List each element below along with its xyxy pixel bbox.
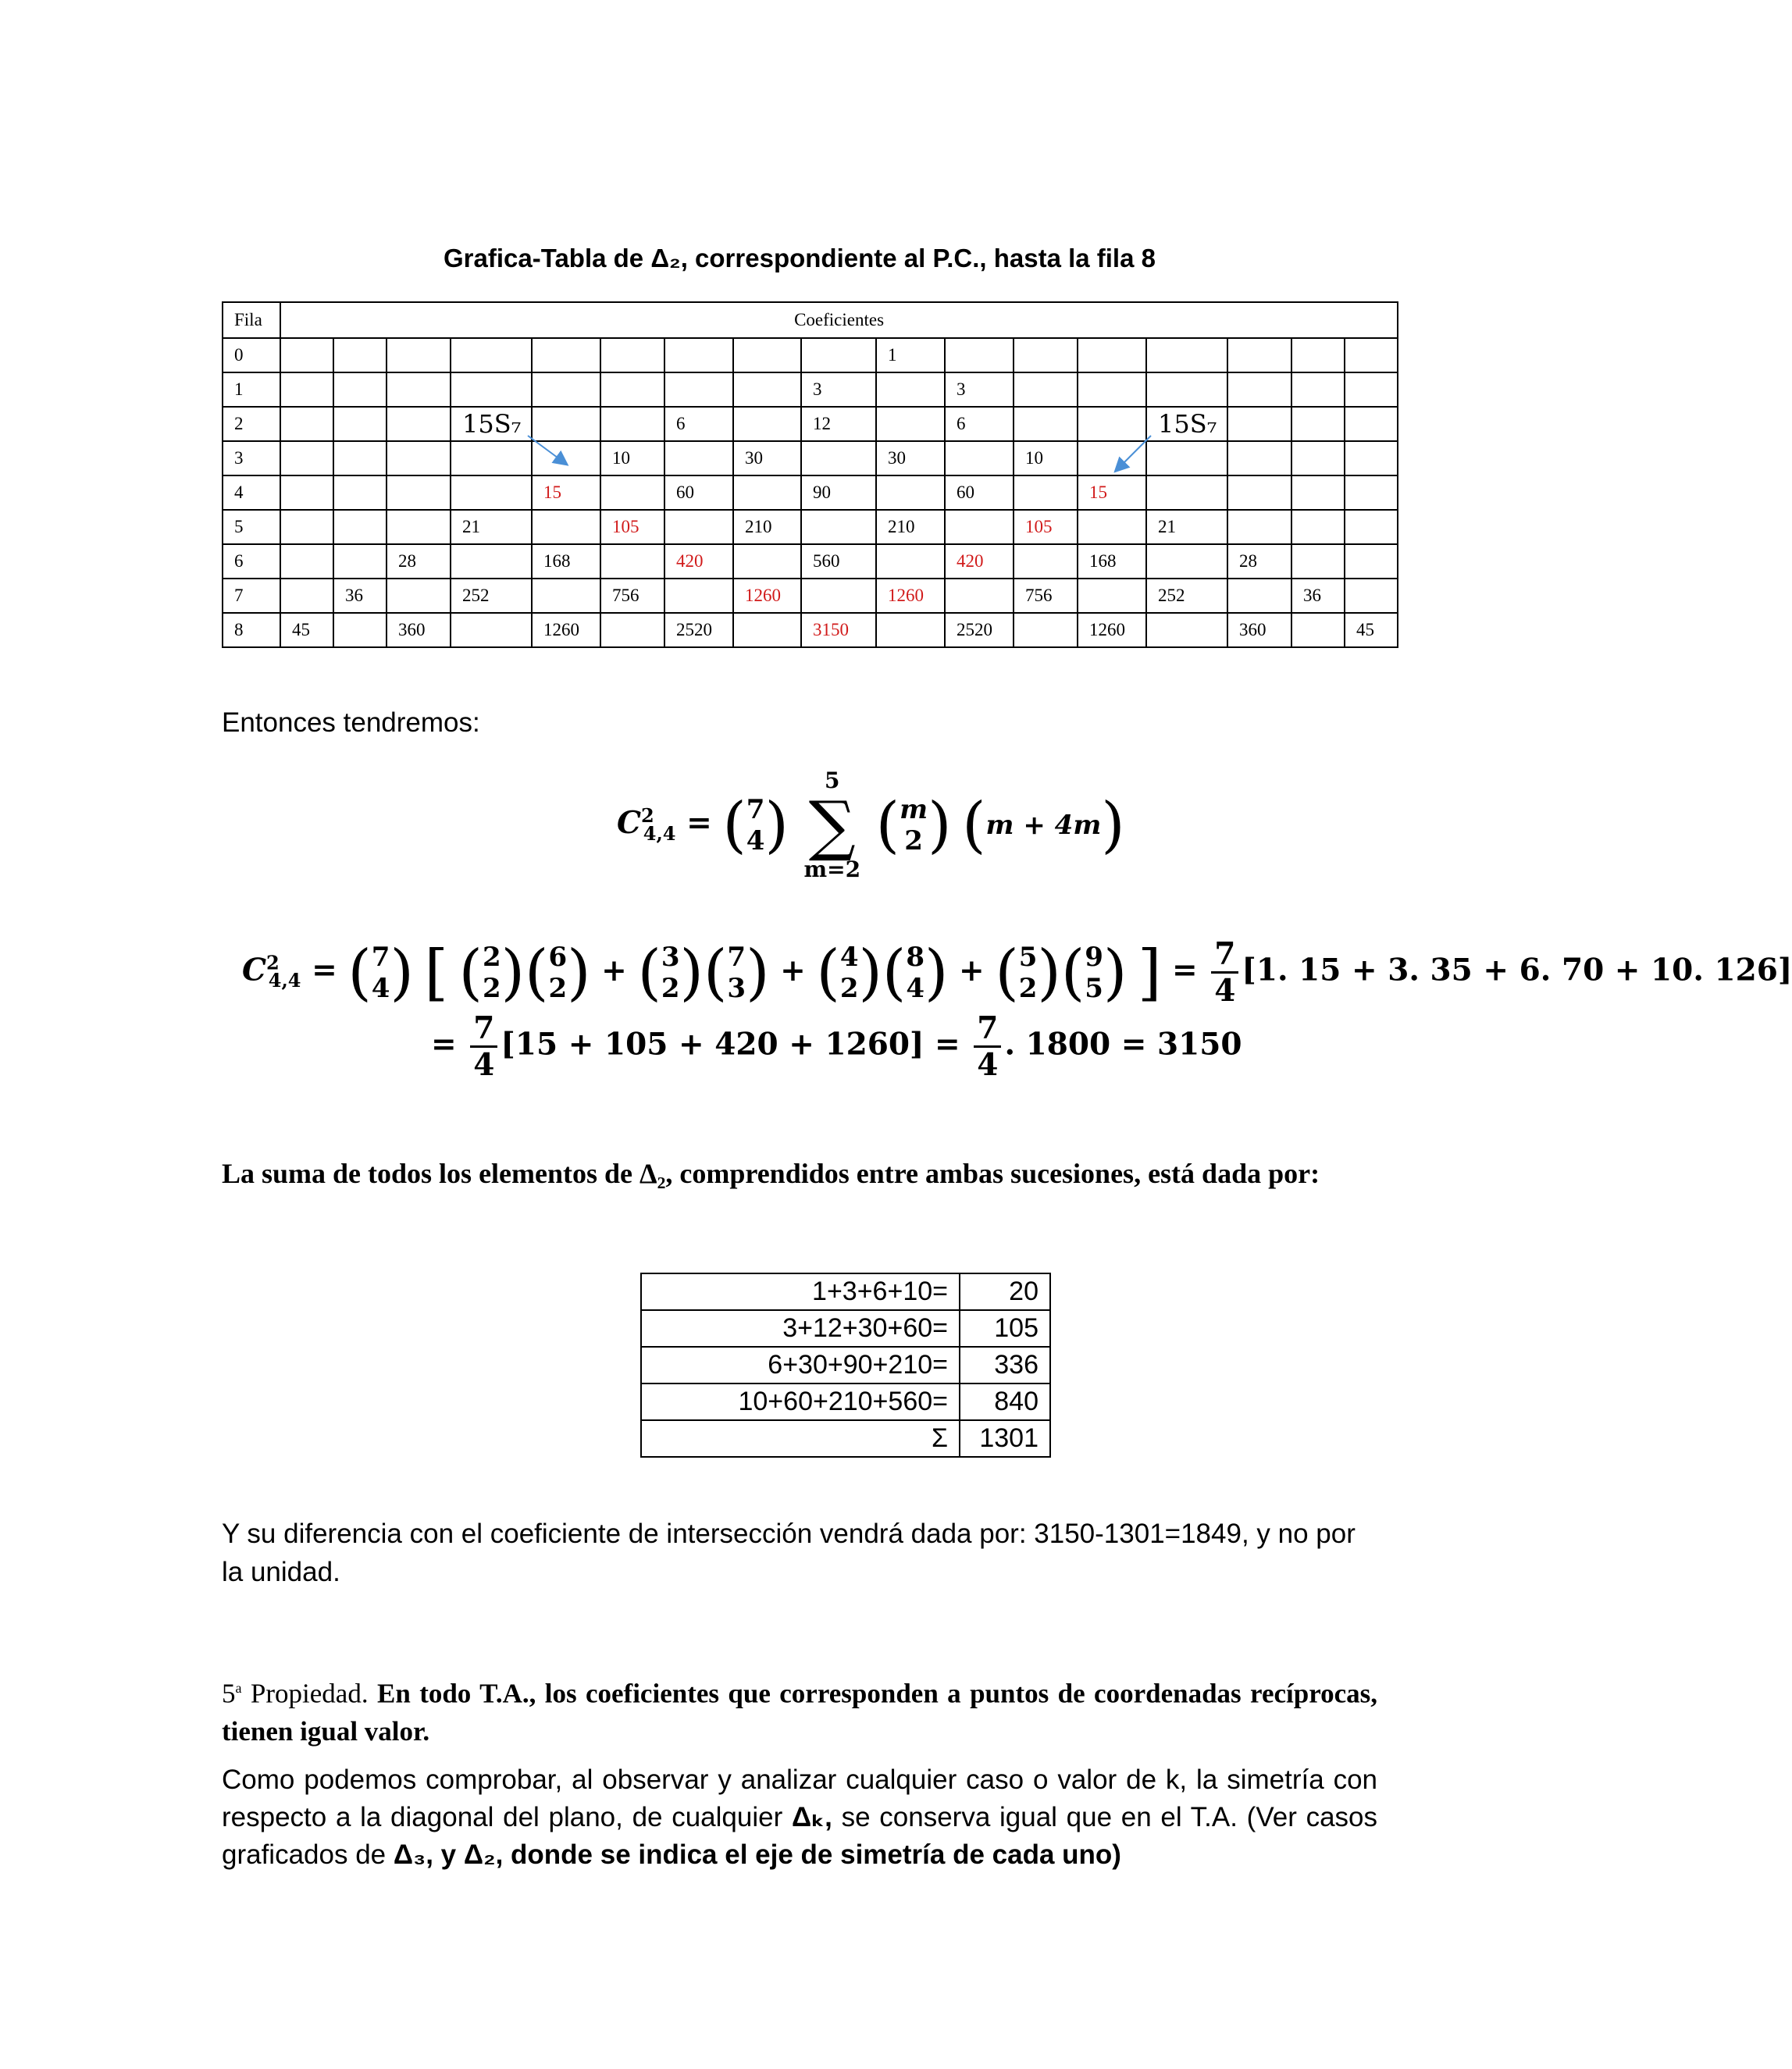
table-row — [223, 475, 1398, 510]
coef-cell — [1227, 372, 1291, 407]
coef-cell: 105 — [1014, 510, 1078, 544]
coef-cell — [333, 475, 387, 510]
coef-cell — [1014, 372, 1078, 407]
coef-cell — [801, 338, 876, 372]
binomial: (m 2 ) — [875, 790, 952, 860]
coef-cell — [945, 441, 1014, 475]
coef-cell: 90 — [801, 475, 876, 510]
coef-cell — [1078, 338, 1146, 372]
coef-cell — [1345, 372, 1398, 407]
table-row — [641, 1420, 1050, 1457]
coef-cell — [387, 338, 451, 372]
binomial: ( 7 3 ) — [703, 937, 770, 1008]
coef-cell — [664, 579, 733, 613]
coef-cell — [945, 579, 1014, 613]
coef-cell — [387, 441, 451, 475]
sum-value: 336 — [960, 1347, 1050, 1383]
coef-cell — [733, 475, 801, 510]
page-title: Grafica-Tabla de Δ₂, correspondiente al P.C., hasta la fila 8 — [444, 244, 1156, 272]
coef-cell — [1291, 544, 1345, 579]
fila-cell: 2 — [223, 407, 280, 441]
coef-cell: 30 — [876, 441, 945, 475]
coefficient-table — [222, 301, 1398, 648]
binomial: ( 9 5 ) — [1060, 937, 1128, 1008]
coef-cell — [333, 338, 387, 372]
binomial: ( 6 2 ) — [525, 937, 591, 1008]
coef-cell: 560 — [801, 544, 876, 579]
coef-cell — [876, 475, 945, 510]
sum-expression: 10+60+210+560= — [641, 1383, 960, 1420]
equation-2-line-2: = $\frac{7}{4}$ [15 + 105 + 420 + 1260] = $\frac{7}{4}$ . 1800 = 3150 — [431, 1010, 1242, 1083]
coef-cell — [387, 475, 451, 510]
coef-cell: 210 — [733, 510, 801, 544]
coef-cell: 28 — [387, 544, 451, 579]
fraction: $\frac{7}{4}$ — [1211, 937, 1238, 1008]
coef-cell — [1345, 338, 1398, 372]
coef-cell — [1291, 441, 1345, 475]
summation: 5 ∑ m=2 — [803, 767, 861, 882]
table-row — [641, 1310, 1050, 1347]
sum-expression: 1+3+6+10= — [641, 1273, 960, 1310]
coef-cell: 6 — [664, 407, 733, 441]
coef-cell: 756 — [600, 579, 664, 613]
table-row — [223, 544, 1398, 579]
coef-cell — [664, 510, 733, 544]
coef-cell — [733, 372, 801, 407]
binomial: ( 2 2 ) — [458, 937, 525, 1008]
coef-cell — [1146, 544, 1227, 579]
binomial: ( 3 2 ) — [637, 937, 704, 1008]
coef-cell — [532, 579, 600, 613]
coef-cell: 1260 — [1078, 613, 1146, 647]
coef-cell: 60 — [945, 475, 1014, 510]
coef-cell — [1146, 338, 1227, 372]
coef-cell: 15S₇ — [451, 407, 532, 441]
coef-cell — [1227, 475, 1291, 510]
table-row — [223, 613, 1398, 647]
coef-cell: 1260 — [876, 579, 945, 613]
coef-cell — [333, 407, 387, 441]
sum-value: 1301 — [960, 1420, 1050, 1457]
coef-cell — [1227, 441, 1291, 475]
coef-cell — [733, 338, 801, 372]
sum-expression: Σ — [641, 1420, 960, 1457]
coef-cell — [280, 338, 333, 372]
fila-cell: 3 — [223, 441, 280, 475]
coef-cell: 168 — [1078, 544, 1146, 579]
coef-cell — [664, 338, 733, 372]
coef-cell: 45 — [1345, 613, 1398, 647]
fraction: $\frac{7}{4}$ — [974, 1011, 1001, 1082]
coef-cell — [1345, 407, 1398, 441]
table-row — [641, 1347, 1050, 1383]
table-row — [223, 441, 1398, 475]
coef-cell: 420 — [945, 544, 1014, 579]
coef-cell — [1291, 372, 1345, 407]
coef-cell — [280, 407, 333, 441]
coef-cell — [876, 544, 945, 579]
coef-cell: 21 — [1146, 510, 1227, 544]
coef-cell: 36 — [333, 579, 387, 613]
coef-cell — [1345, 510, 1398, 544]
coef-cell — [333, 613, 387, 647]
coef-cell — [387, 372, 451, 407]
coef-cell — [1146, 441, 1227, 475]
coef-cell — [280, 579, 333, 613]
coef-cell: 3150 — [801, 613, 876, 647]
table-row — [641, 1273, 1050, 1310]
equation-1: $C^2_{4,4}$ = ( 7 4 ) 5 ∑ m=2 (m 2 ) (m + 4m) — [617, 767, 1125, 882]
fila-cell: 6 — [223, 544, 280, 579]
coef-cell — [1078, 579, 1146, 613]
coef-cell — [664, 441, 733, 475]
coef-cell: 1260 — [733, 579, 801, 613]
coef-cell — [600, 338, 664, 372]
coef-cell: 3 — [945, 372, 1014, 407]
table-row — [223, 338, 1398, 372]
coef-cell — [801, 510, 876, 544]
coef-cell: 30 — [733, 441, 801, 475]
table-row — [223, 372, 1398, 407]
coef-cell — [945, 510, 1014, 544]
coef-cell — [600, 475, 664, 510]
coef-cell — [532, 510, 600, 544]
coef-cell — [280, 372, 333, 407]
coef-cell — [1146, 372, 1227, 407]
coef-cell — [945, 338, 1014, 372]
final-paragraph: Como podemos comprobar, al observar y analizar cualquier caso o valor de k, la simetría con respecto a la diagonal del plano, de cualquier Δₖ, se conserva igual que en el T.A. (Ver casos graficados de Δ₃, y Δ₂, donde se indica el eje de simetría de cada uno) — [222, 1765, 1377, 1870]
coef-cell: 2520 — [664, 613, 733, 647]
coef-cell: 12 — [801, 407, 876, 441]
header-fila: Fila — [223, 302, 280, 338]
coef-cell — [451, 475, 532, 510]
coef-cell — [801, 441, 876, 475]
table-row — [223, 579, 1398, 613]
coef-cell: 105 — [600, 510, 664, 544]
difference-text: Y su diferencia con el coeficiente de intersección vendrá dada por: 3150-1301=1849, y no por la unidad. — [222, 1519, 1356, 1587]
coef-cell — [733, 544, 801, 579]
coef-cell — [280, 544, 333, 579]
coef-cell: 2520 — [945, 613, 1014, 647]
coef-cell — [876, 372, 945, 407]
coef-cell — [387, 579, 451, 613]
coef-cell — [1291, 510, 1345, 544]
binomial: ( 4 2 ) — [816, 937, 882, 1008]
coef-cell — [532, 441, 600, 475]
coef-cell — [387, 407, 451, 441]
binomial: (m + 4m) — [962, 790, 1125, 860]
coef-cell — [451, 441, 532, 475]
header-coeficientes: Coeficientes — [280, 302, 1398, 338]
coef-cell — [1345, 475, 1398, 510]
coef-cell — [733, 407, 801, 441]
coef-cell — [387, 510, 451, 544]
coef-cell — [1014, 613, 1078, 647]
sum-value: 840 — [960, 1383, 1050, 1420]
coef-cell — [1078, 441, 1146, 475]
coef-cell — [451, 613, 532, 647]
coef-cell: 10 — [1014, 441, 1078, 475]
equation-2-line-1: $C^2_{4,4}$ = ( 7 4 ) [ ( 2 2 )( 6 2 ) + ( 3 2 )( 7 3 ) + ( 4 2 )( 8 4 ) + ( 5 2 )( 9 5 ) ] = $\frac{7}{4}$ [1. 15 + 3. 35 + 6. 70 + 10. 126] — [242, 936, 1792, 1009]
intro-text: Entonces tendremos: — [222, 707, 480, 738]
binomial: ( 5 2 ) — [995, 937, 1061, 1008]
coef-cell — [532, 338, 600, 372]
coef-cell — [1291, 407, 1345, 441]
table-row — [223, 407, 1398, 441]
coef-cell — [280, 475, 333, 510]
coef-cell: 252 — [1146, 579, 1227, 613]
table-row — [223, 510, 1398, 544]
coef-cell — [1345, 544, 1398, 579]
fila-cell: 7 — [223, 579, 280, 613]
coef-cell — [333, 441, 387, 475]
coef-cell — [1146, 613, 1227, 647]
coef-cell — [1078, 510, 1146, 544]
sum-expression: 6+30+90+210= — [641, 1347, 960, 1383]
coef-cell — [1146, 475, 1227, 510]
coef-cell — [1014, 407, 1078, 441]
coef-cell — [1227, 579, 1291, 613]
coef-cell — [1345, 441, 1398, 475]
coef-cell — [1227, 338, 1291, 372]
property-5: 5$^a$ Propiedad. En todo T.A., los coeficientes que corresponden a puntos de coordenadas recíprocas, tienen igual valor. — [222, 1678, 1378, 1747]
coef-cell: 360 — [1227, 613, 1291, 647]
binomial: ( 7 4 ) — [722, 790, 789, 860]
coef-cell: 1 — [876, 338, 945, 372]
coef-cell — [1345, 579, 1398, 613]
coef-cell — [600, 544, 664, 579]
fila-cell: 5 — [223, 510, 280, 544]
coef-cell: 60 — [664, 475, 733, 510]
coef-cell — [1014, 338, 1078, 372]
coef-cell — [280, 510, 333, 544]
coef-cell: 1260 — [532, 613, 600, 647]
coef-cell — [532, 407, 600, 441]
coef-cell — [600, 613, 664, 647]
coef-cell — [1227, 510, 1291, 544]
sum-value: 20 — [960, 1273, 1050, 1310]
sum-table — [640, 1273, 1051, 1458]
fila-cell: 0 — [223, 338, 280, 372]
coef-cell — [600, 407, 664, 441]
coef-cell: 252 — [451, 579, 532, 613]
coef-cell — [664, 372, 733, 407]
coef-cell — [1078, 407, 1146, 441]
coef-cell: 15 — [532, 475, 600, 510]
coef-cell: 3 — [801, 372, 876, 407]
c-symbol: C — [617, 805, 642, 841]
coef-cell — [333, 372, 387, 407]
coef-cell — [1291, 338, 1345, 372]
coef-cell — [1291, 613, 1345, 647]
coef-cell — [876, 613, 945, 647]
coef-cell — [600, 372, 664, 407]
section-heading: La suma de todos los elementos de Δ₂, comprendidos entre ambas sucesiones, está dada por: — [222, 1158, 1320, 1189]
coef-cell — [733, 613, 801, 647]
coef-cell — [451, 372, 532, 407]
coef-cell: 36 — [1291, 579, 1345, 613]
fila-cell: 4 — [223, 475, 280, 510]
coef-cell — [532, 372, 600, 407]
coef-cell — [333, 510, 387, 544]
coef-cell: 168 — [532, 544, 600, 579]
coef-cell — [1078, 372, 1146, 407]
coef-cell — [451, 338, 532, 372]
coef-cell — [1014, 475, 1078, 510]
fila-cell: 1 — [223, 372, 280, 407]
coef-cell: 10 — [600, 441, 664, 475]
coef-cell: 28 — [1227, 544, 1291, 579]
coef-cell: 756 — [1014, 579, 1078, 613]
binomial: ( 7 4 ) — [347, 937, 414, 1008]
coef-cell — [280, 441, 333, 475]
sum-expression: 3+12+30+60= — [641, 1310, 960, 1347]
coef-cell: 360 — [387, 613, 451, 647]
coef-cell — [1291, 475, 1345, 510]
binomial: ( 8 4 ) — [882, 937, 949, 1008]
coef-cell: 15S₇ — [1146, 407, 1227, 441]
coef-cell — [876, 407, 945, 441]
coef-cell: 6 — [945, 407, 1014, 441]
coef-cell: 15 — [1078, 475, 1146, 510]
coef-cell: 21 — [451, 510, 532, 544]
coef-cell: 420 — [664, 544, 733, 579]
sum-value: 105 — [960, 1310, 1050, 1347]
coef-cell: 45 — [280, 613, 333, 647]
table-row — [641, 1383, 1050, 1420]
coef-cell — [333, 544, 387, 579]
coef-cell — [801, 579, 876, 613]
coef-cell — [1227, 407, 1291, 441]
coef-cell — [1014, 544, 1078, 579]
coef-cell — [451, 544, 532, 579]
coef-cell: 210 — [876, 510, 945, 544]
fila-cell: 8 — [223, 613, 280, 647]
fraction: $\frac{7}{4}$ — [470, 1011, 497, 1082]
